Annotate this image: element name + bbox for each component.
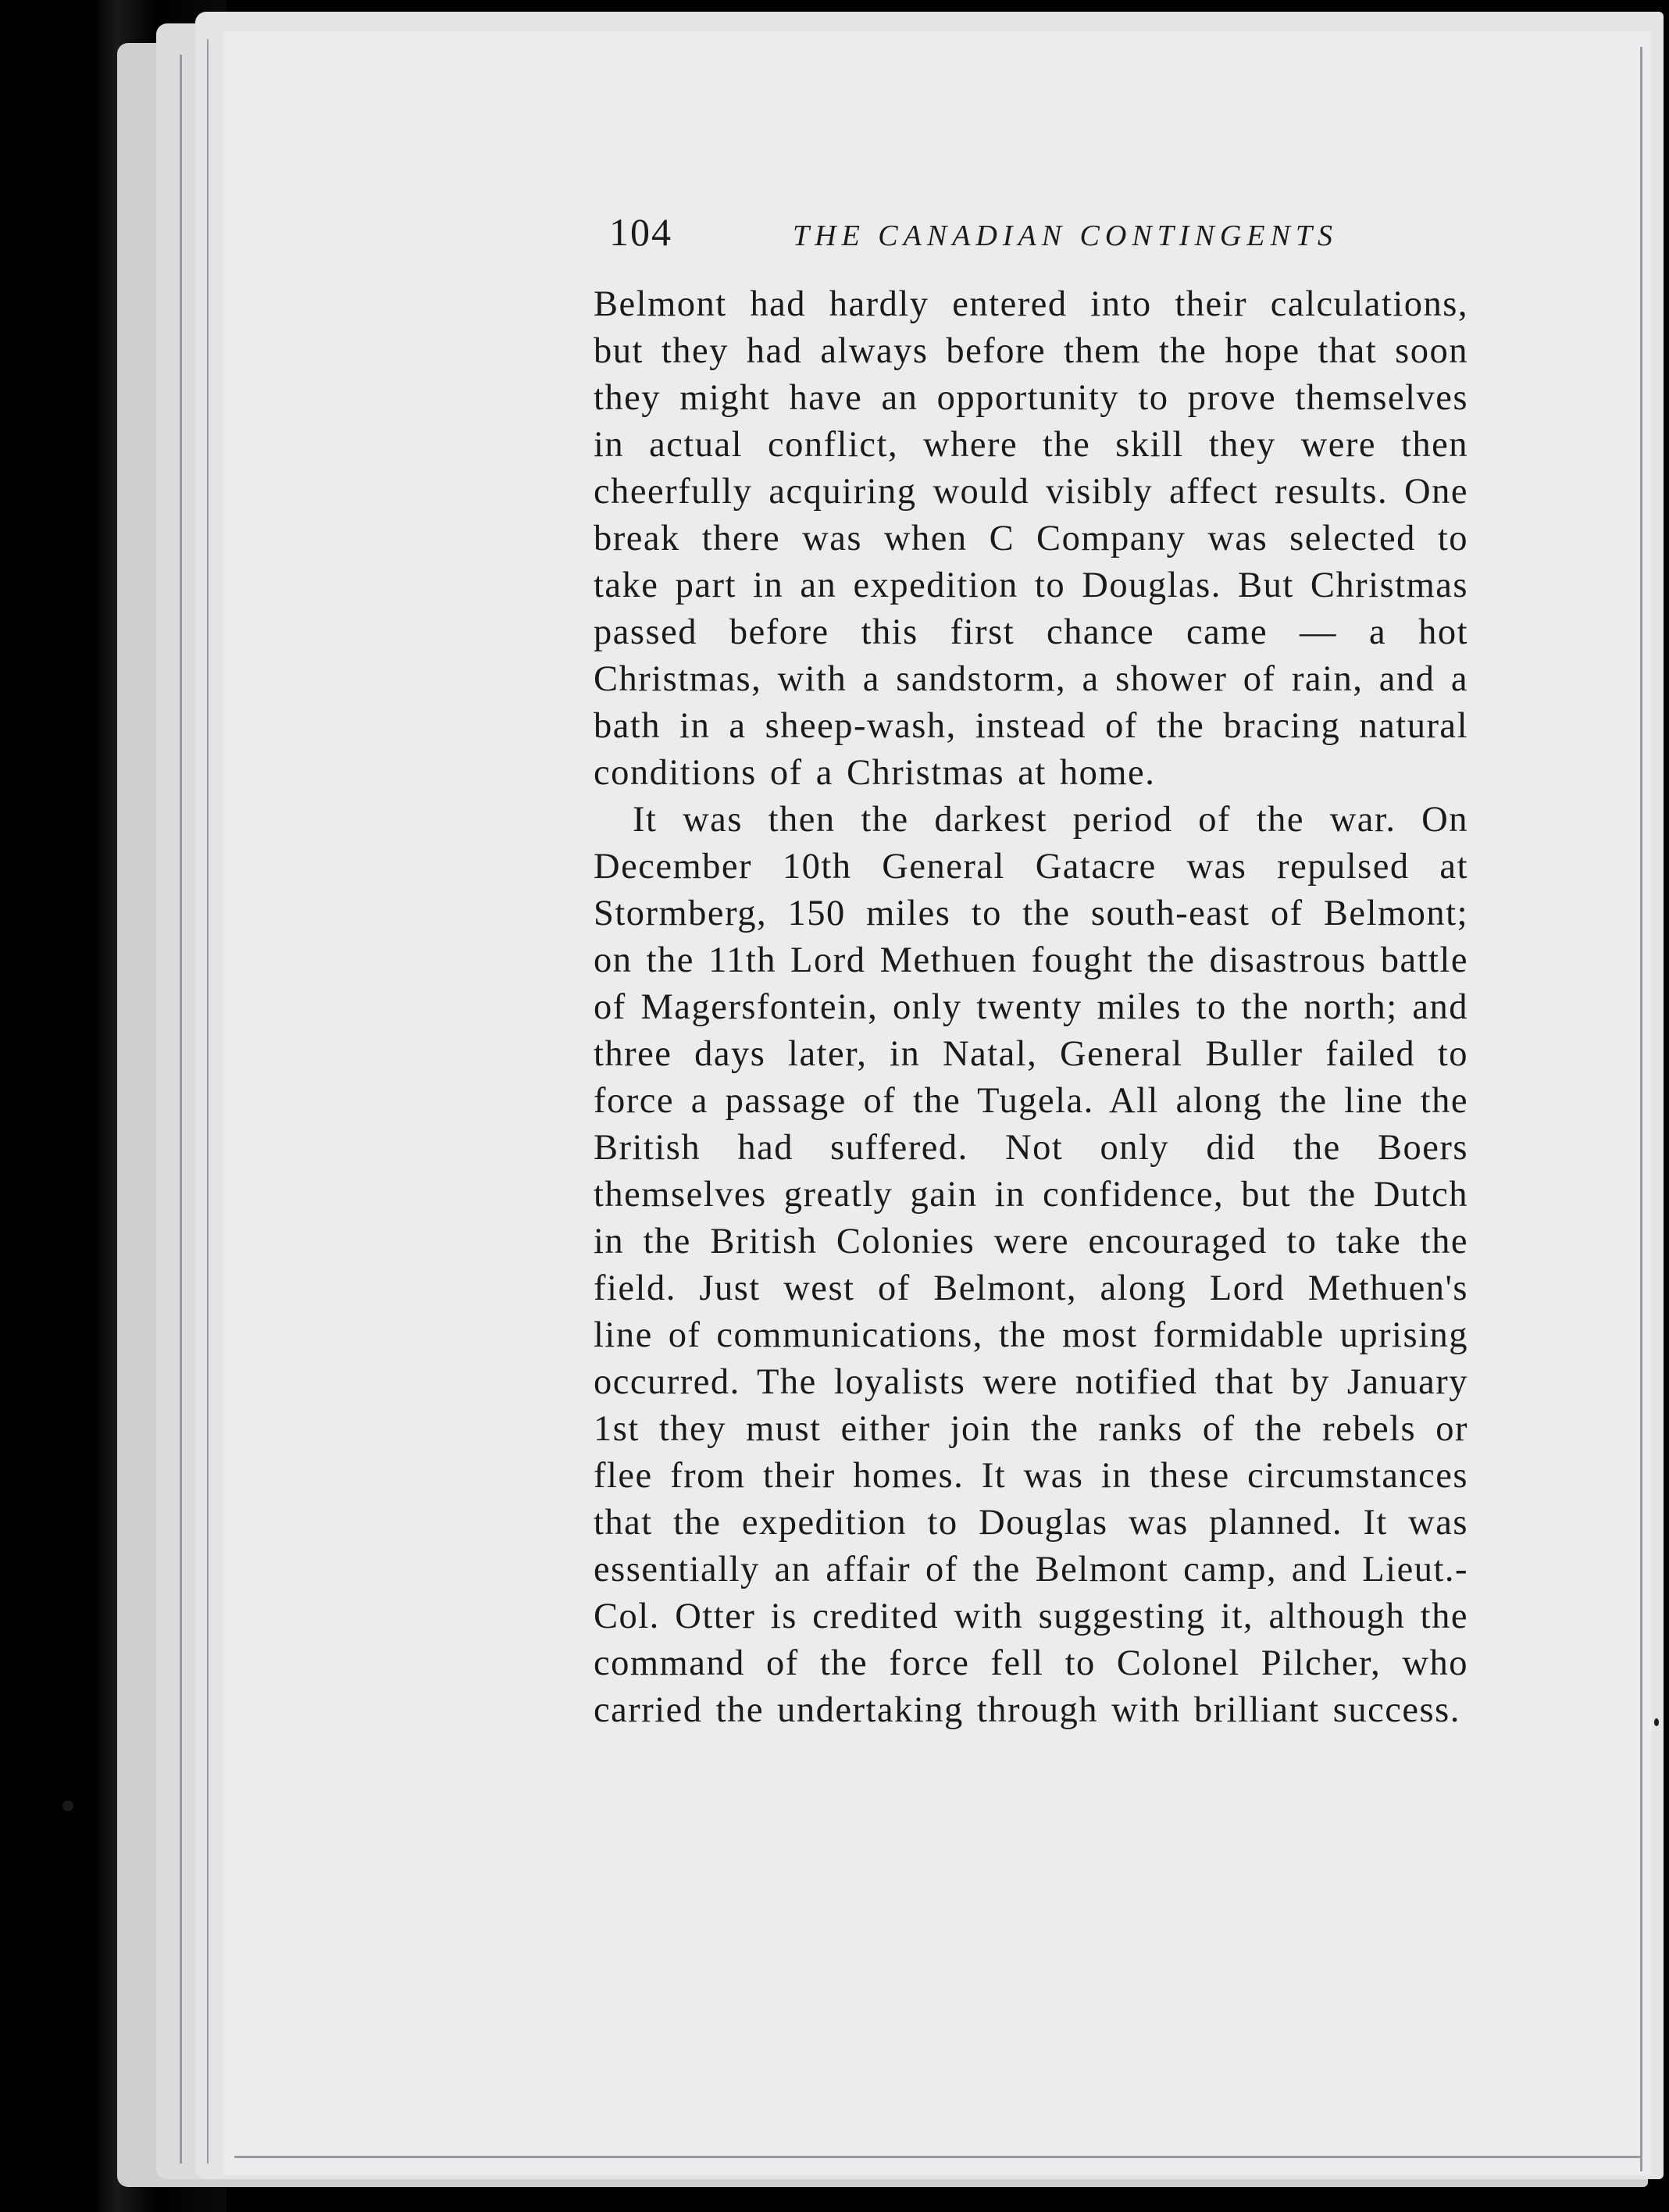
page-number: 104 bbox=[609, 210, 672, 254]
body-text bbox=[594, 281, 1468, 1734]
page-header bbox=[609, 209, 1359, 264]
page-edge-line bbox=[234, 2156, 1640, 2158]
page-edge-line bbox=[207, 39, 209, 2164]
paragraph: It was then the darkest period of the war. On December 10th General Gatacre was repulsed at Stormberg, 150 miles to the south-east of Belmont; on the 11th Lord Methuen fought the disastrous battle of Magersfontein, only twenty miles to the north; and three days later, in Natal, General Buller failed to force a passage of the Tugela. All along the line the British had suffered. Not only did the Boers themselves greatly gain in confidence, but the Dutch in the British Colonies were encouraged to take the field. Just west of Belmont, along Lord Methuen's line of communications, the most formidable uprising occurred. The loyalists were notified that by January 1st they must either join the ranks of the rebels or flee from their homes. It was in these circumstances that the expedition to Douglas was planned. It was essentially an affair of the Belmont camp, and Lieut.-Col. Otter is credited with suggesting it, although the command of the force fell to Colonel Pilcher, who carried the undertaking through with brilliant success. bbox=[594, 800, 1468, 1730]
paragraph: Belmont had hardly entered into their calculations, but they had always before them the hope that soon they might have an opportunity to prove themselves in actual conflict, where the skill they were then cheerfully acquiring would visibly affect results. One break there was when C Company was selected to take part in an expedition to Douglas. But Christmas passed before this first chance came — a hot Christmas, with a sandstorm, a shower of rain, and a bath in a sheep-wash, instead of the bracing natural conditions of a Christmas at home. bbox=[594, 284, 1468, 793]
scan-speck bbox=[1654, 1718, 1659, 1726]
scan-speck bbox=[62, 1800, 73, 1811]
running-head: THE CANADIAN CONTINGENTS bbox=[793, 219, 1338, 252]
page-edge-line bbox=[1640, 47, 1642, 2171]
page-edge-line bbox=[180, 55, 182, 2164]
